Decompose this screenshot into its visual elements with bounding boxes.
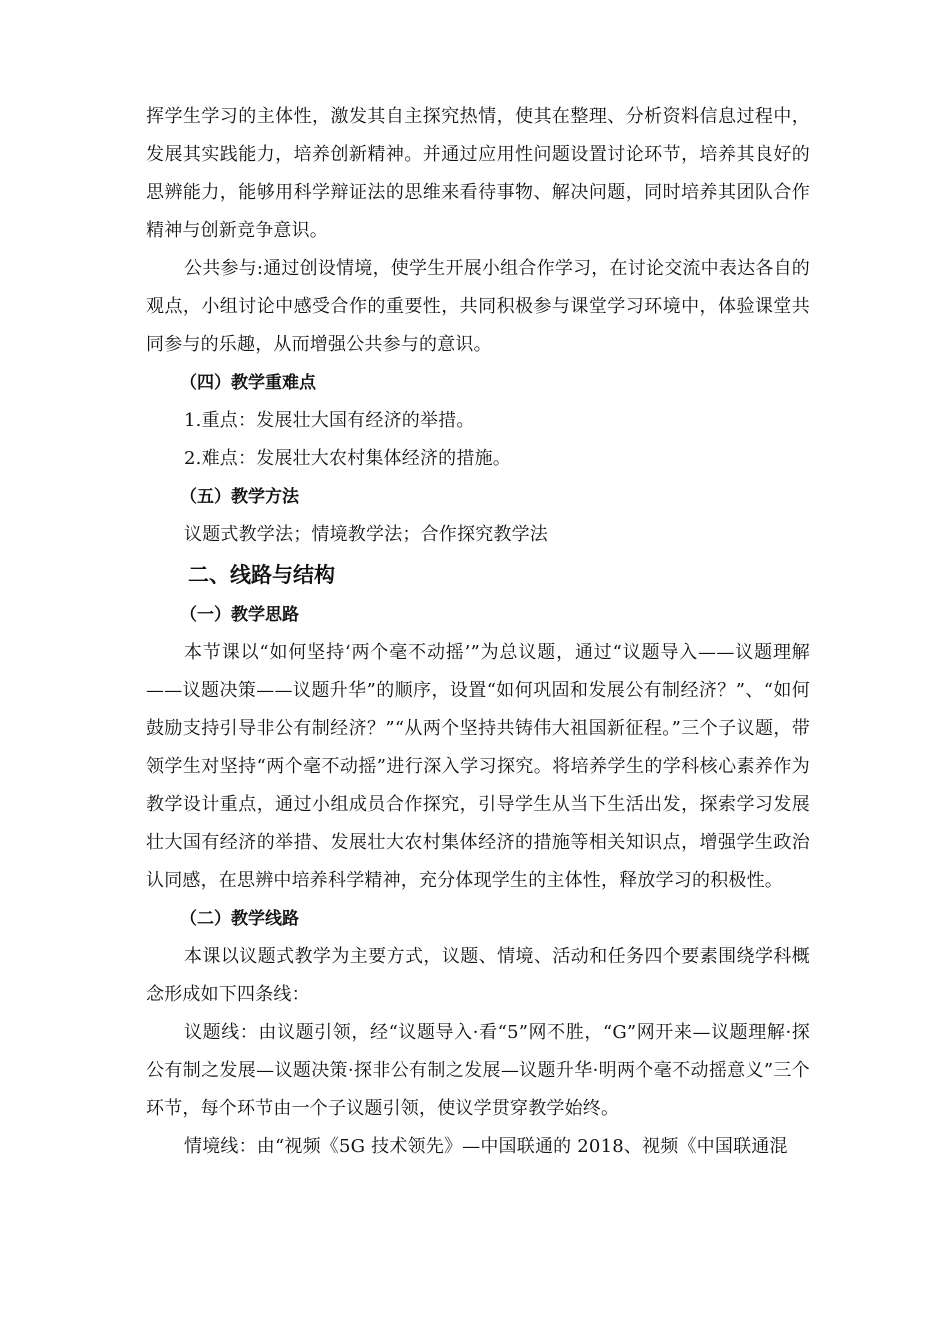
teaching-methods-text: 议题式教学法；情境教学法；合作探究教学法 [184,524,548,545]
paragraph-teaching-route: 本课以议题式教学为主要方式，议题、情境、活动和任务四个要素围绕学科概念形成如下四条线： [146,946,810,1005]
section-heading-route-structure: 二、线路与结构 [188,563,335,587]
key-point-item: 1.重点：发展壮大国有经济的举措。 [184,410,475,431]
document-body [146,98,810,1166]
heading-teaching-thinking: （一）教学思路 [180,605,299,625]
paragraph-context-line: 情境线：由“视频《5G 技术领先》—中国联通的 2018、视频《中国联通混 [184,1136,788,1157]
heading-key-difficult-points: （四）教学重难点 [180,373,316,393]
paragraph-teaching-thinking: 本节课以“如何坚持‘两个毫不动摇’”为总议题，通过“议题导入——议题理解——议题决策——议题升华”的顺序，设置“如何巩固和发展公有制经济？”、“如何鼓励支持引导非公有制经济？”“从两个坚持共铸伟大祖国新征程。”三个子议题，带领学生对坚持“两个毫不动摇”进行深入学习探究。将培养学生的学科核心素养作为教学设计重点，通过小组成员合作探究，引导学生从当下生活出发，探索学习发展壮大国有经济的举措、发展壮大农村集体经济的措施等相关知识点，增强学生政治认同感，在思辨中培养科学精神，充分体现学生的主体性，释放学习的积极性。 [146,642,810,891]
paragraph-public-participation: 公共参与:通过创设情境，使学生开展小组合作学习，在讨论交流中表达各自的观点，小组讨论中感受合作的重要性，共同积极参与课堂学习环境中，体验课堂共同参与的乐趣，从而增强公共参与的意识。 [146,258,810,355]
paragraph-issue-line: 议题线：由议题引领，经“议题导入·看“5”网不胜，“G”网开来—议题理解·探公有制之发展—议题决策·探非公有制之发展—议题升华·明两个毫不动摇意义”三个环节，每个环节由一个子议题引领，使议学贯穿教学始终。 [146,1022,810,1119]
heading-teaching-route: （二）教学线路 [180,909,299,929]
paragraph-core-literacy-continued: 挥学生学习的主体性，激发其自主探究热情，使其在整理、分析资料信息过程中，发展其实践能力，培养创新精神。并通过应用性问题设置讨论环节，培养其良好的思辨能力，能够用科学辩证法的思维来看待事物、解决问题，同时培养其团队合作精神与创新竞争意识。 [146,106,810,241]
difficult-point-item: 2.难点：发展壮大农村集体经济的措施。 [184,448,511,469]
heading-teaching-methods: （五）教学方法 [180,487,299,507]
